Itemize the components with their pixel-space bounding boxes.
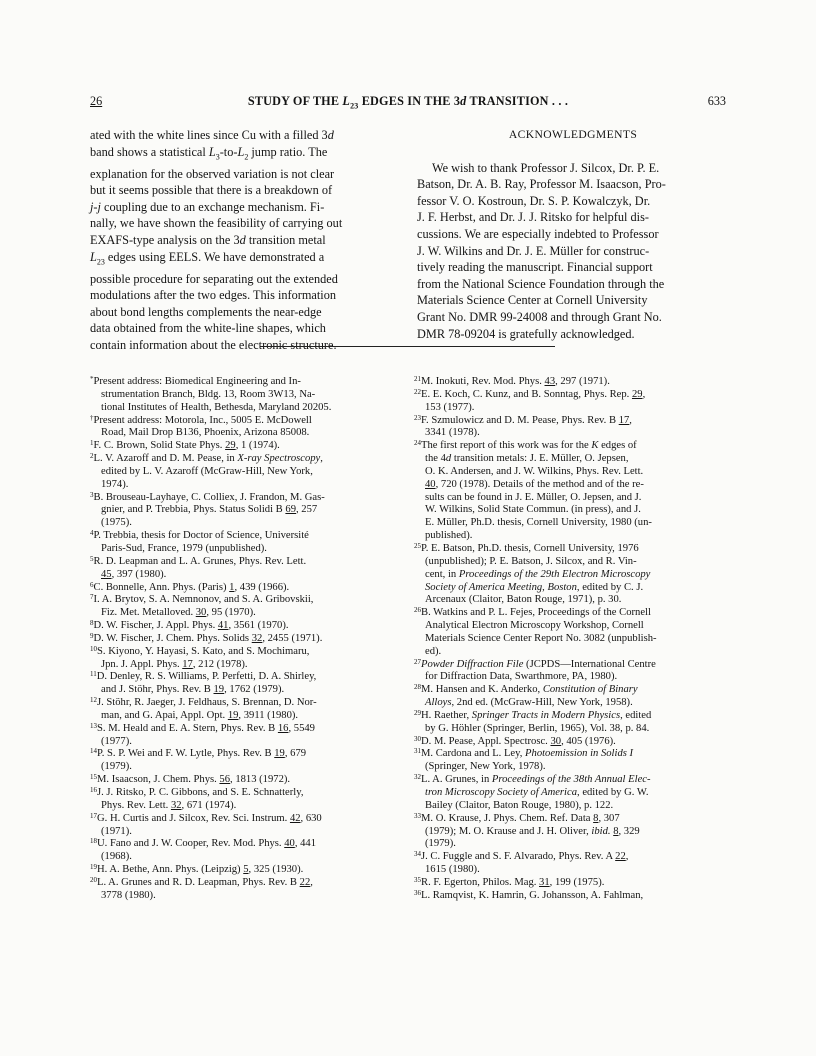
- footnote: [414, 736, 729, 749]
- footnote: [90, 646, 395, 672]
- footnote-line: $^{24}$The first report of this work was for the K edges of: [414, 439, 637, 452]
- footnote-line: published).: [425, 530, 473, 542]
- footnote: [90, 492, 395, 531]
- footnote-line: $^7$I. A. Brytov, S. A. Nemnonov, and S. A. Gribovskii,: [90, 593, 314, 606]
- acknowledgments-line: Materials Science Center at Cornell University: [417, 293, 648, 308]
- footnote-line: (1975).: [101, 517, 132, 529]
- footnote: [90, 813, 395, 839]
- footnote-line: (1979).: [425, 838, 456, 850]
- footnote: [414, 607, 729, 658]
- body-line: contain information about the electronic structure.: [90, 338, 337, 353]
- footnote: [90, 376, 395, 415]
- acknowledgments-line: DMR 78-09204 is gratefully acknowledged.: [417, 326, 635, 341]
- footnote-line: 40, 720 (1978). Details of the method and of the re-: [425, 478, 644, 490]
- footnote-line: Road, Mail Drop B136, Phoenix, Arizona 85008.: [101, 427, 310, 439]
- footnote-line: ed).: [425, 645, 442, 657]
- acknowledgments-line: cussions. We are especially indebted to Professor: [417, 226, 659, 241]
- footnote: [90, 453, 395, 492]
- footnote-line: $^8$D. W. Fischer, J. Appl. Phys. 41, 3561 (1970).: [90, 619, 289, 632]
- footnote: [90, 787, 395, 813]
- footnote-line: (1977).: [101, 735, 132, 747]
- footnote-line: O. K. Andersen, and J. W. Wilkins, Phys. Rev. Lett.: [425, 465, 644, 477]
- footnote-line: $^{12}$J. Stöhr, R. Jaeger, J. Feldhaus, S. Brennan, D. Nor-: [90, 696, 317, 709]
- footnote-line: Analytical Electron Microscopy Workshop, Cornell: [425, 620, 644, 632]
- acknowledgments-line: Batson, Dr. A. B. Ray, Professor M. Isaacson, Pro-: [417, 177, 666, 192]
- footnote-line: (1979).: [101, 761, 132, 773]
- body-line: modulations after the two edges. This information: [90, 288, 337, 303]
- body-line: j-j coupling due to an exchange mechanism. Fi-: [90, 199, 325, 214]
- footnote-line: 3778 (1980).: [101, 889, 156, 901]
- footnote: [414, 659, 729, 685]
- footnotes-left-column: [90, 376, 395, 903]
- footnote-line: tron Microscopy Society of America, edited by G. W.: [425, 787, 649, 798]
- footnotes-right-column: [414, 376, 729, 903]
- footnote: [90, 748, 395, 774]
- footnote-line: sults can be found in J. E. Müller, O. Jepsen, and J.: [425, 491, 642, 503]
- footnote-line: tional Institutes of Health, Bethesda, Maryland 20205.: [101, 401, 332, 413]
- footnote-line: $^{10}$S. Kiyono, Y. Hayasi, S. Kato, and S. Mochimaru,: [90, 644, 310, 657]
- footnote: [414, 748, 729, 774]
- body-line: $L_{23}$ edges using EELS. We have demonstrated a: [90, 249, 325, 267]
- footnote: [414, 440, 729, 543]
- running-title: STUDY OF THE $L_{23}$ EDGES IN THE 3d TRANSITION . . .: [247, 94, 569, 111]
- acknowledgments-line: from the National Science Foundation through the: [417, 276, 665, 291]
- footnote-line: $^4$P. Trebbia, thesis for Doctor of Science, Université: [90, 529, 309, 542]
- footnote-line: $^6$C. Bonnelle, Ann. Phys. (Paris) 1, 439 (1966).: [90, 580, 290, 593]
- footnote-line: Phys. Rev. Lett. 32, 671 (1974).: [101, 799, 237, 811]
- footnote-line: Bailey (Claitor, Baton Rouge, 1980), p. 122.: [425, 799, 614, 811]
- footnote-line: 45, 397 (1980).: [101, 568, 167, 580]
- footnote-line: man, and G. Apai, Appl. Opt. 19, 3911 (1980).: [101, 709, 299, 721]
- footnote-line: cent, in Proceedings of the 29th Electron Microscopy: [425, 568, 651, 580]
- footnote-line: $^{18}$U. Fano and J. W. Cooper, Rev. Mod. Phys. 40, 441: [90, 837, 317, 850]
- footnote-line: $^{15}$M. Isaacson, J. Chem. Phys. 56, 1813 (1972).: [90, 773, 291, 786]
- footnote: [90, 671, 395, 697]
- footnote-line: Arcenaux (Claitor, Baton Rouge, 1971), p. 30.: [425, 594, 622, 606]
- footnote-line: (1979); M. O. Krause and J. H. Oliver, ibid. 8, 329: [425, 825, 640, 837]
- footnote-line: $^{26}$B. Watkins and P. L. Fejes, Proceedings of the Cornell: [414, 606, 651, 619]
- footnote: [414, 415, 729, 441]
- footnote-line: $^{23}$F. Szmulowicz and D. M. Pease, Phys. Rev. B 17,: [414, 413, 632, 426]
- footnote-line: $^{34}$J. C. Fuggle and S. F. Alvarado, Phys. Rev. A 22,: [414, 850, 629, 863]
- footnote: [90, 582, 395, 595]
- footnote-line: †Present address: Motorola, Inc., 5005 E. McDowell: [90, 413, 312, 426]
- footnote-line: Jpn. J. Appl. Phys. 17, 212 (1978).: [101, 658, 248, 670]
- footnote-line: $^{30}$D. M. Pease, Appl. Spectrosc. 30, 405 (1976).: [414, 734, 616, 747]
- body-line: band shows a statistical $L_3-to-L_2$ jump ratio. The: [90, 144, 328, 162]
- acknowledgments-heading: ACKNOWLEDGMENTS: [508, 128, 638, 141]
- footnote: [90, 864, 395, 877]
- body-line: EXAFS-type analysis on the 3d transition metal: [90, 233, 326, 248]
- body-line: nally, we have shown the feasibility of carrying out: [90, 216, 343, 231]
- footnote: [90, 774, 395, 787]
- footnote: [414, 851, 729, 877]
- body-line: ated with the white lines since Cu with a filled 3d: [90, 128, 334, 142]
- footnote: [414, 376, 729, 389]
- footnote: [90, 620, 395, 633]
- page-number: 633: [707, 94, 726, 108]
- section-divider: [260, 346, 555, 347]
- body-text-left-column: [90, 127, 400, 354]
- footnote-line: Materials Science Center Report No. 3082 (unpublish-: [425, 632, 657, 644]
- footnote-line: $^{28}$M. Hansen and K. Anderko, Constitution of Binary: [414, 683, 638, 696]
- footnote-line: $^5$R. D. Leapman and L. A. Grunes, Phys. Rev. Lett.: [90, 554, 307, 567]
- footnote: [90, 594, 395, 620]
- footnote: [90, 530, 395, 556]
- footnote-line: $^9$D. W. Fischer, J. Chem. Phys. Solids 32, 2455 (1971).: [90, 631, 323, 644]
- footnote-line: $^{11}$D. Denley, R. S. Williams, P. Perfetti, D. A. Shirley,: [90, 670, 317, 683]
- footnote-line: Alloys, 2nd ed. (McGraw-Hill, New York, 1958).: [425, 697, 633, 709]
- acknowledgments-line: Grant No. DMR 99-24008 and through Grant No.: [417, 309, 662, 324]
- footnote-line: $^{19}$H. A. Bethe, Ann. Phys. (Leipzig) 5, 325 (1930).: [90, 863, 304, 876]
- footnote: [414, 774, 729, 813]
- footnote-line: Society of America Meeting, Boston, edited by C. J.: [425, 581, 644, 593]
- footnote-line: $^{21}$M. Inokuti, Rev. Mod. Phys. 43, 297 (1971).: [414, 375, 610, 387]
- footnote-line: *Present address: Biomedical Engineering and In-: [90, 375, 301, 387]
- footnote-line: Fiz. Met. Metalloved. 30, 95 (1970).: [101, 607, 256, 619]
- footnote-line: $^{22}$E. E. Koch, C. Kunz, and B. Sonntag, Phys. Rep. 29,: [414, 387, 646, 400]
- footnote-line: (1968).: [101, 851, 132, 863]
- footnote: [90, 556, 395, 582]
- footnote-line: 1615 (1980).: [425, 864, 480, 876]
- footnote-line: $^2$L. V. Azaroff and D. M. Pease, in X-ray Spectroscopy,: [90, 452, 323, 465]
- acknowledgments-line: J. F. Herbst, and Dr. J. J. Ritsko for helpful dis-: [417, 210, 649, 225]
- footnote-line: $^{31}$M. Cardona and L. Ley, Photoemission in Solids I: [414, 747, 634, 760]
- footnote-line: $^{17}$G. H. Curtis and J. Silcox, Rev. Sci. Instrum. 42, 630: [90, 811, 322, 824]
- footnote-line: E. Müller, Ph.D. thesis, Cornell University, 1980 (un-: [425, 517, 652, 529]
- footnote-line: $^{29}$H. Raether, Springer Tracts in Modern Physics, edited: [414, 708, 652, 721]
- footnote: [414, 710, 729, 736]
- acknowledgments-section: [417, 127, 729, 342]
- footnote: [90, 723, 395, 749]
- footnote-line: edited by L. V. Azaroff (McGraw-Hill, New York,: [101, 465, 313, 477]
- footnote-line: $^{32}$L. A. Grunes, in Proceedings of the 38th Annual Elec-: [414, 773, 651, 786]
- footnote-line: $^1$F. C. Brown, Solid State Phys. 29, 1 (1974).: [90, 439, 280, 452]
- footnote: [90, 877, 395, 903]
- footnote-line: 3341 (1978).: [425, 427, 480, 439]
- footnote: [90, 838, 395, 864]
- acknowledgments-line: fessor V. O. Kostroun, Dr. S. P. Kowalczyk, Dr.: [417, 193, 651, 208]
- footnote-line: $^{33}$M. O. Krause, J. Phys. Chem. Ref. Data 8, 307: [414, 811, 620, 824]
- footnote-line: $^{25}$P. E. Batson, Ph.D. thesis, Cornell University, 1976: [414, 541, 639, 554]
- footnote-line: 153 (1977).: [425, 401, 475, 413]
- footnote-line: 1974).: [101, 478, 129, 490]
- footnote-line: W. Wilkins, Solid State Commun. (in press), and J.: [425, 504, 641, 516]
- footnote-line: $^{13}$S. M. Heald and E. A. Stern, Phys. Rev. B 16, 5549: [90, 721, 315, 734]
- acknowledgments-line: J. W. Wilkins and Dr. J. E. Müller for construc-: [417, 243, 650, 258]
- acknowledgments-line: tively reading the manuscript. Financial support: [417, 260, 653, 275]
- acknowledgments-line: We wish to thank Professor J. Silcox, Dr. P. E.: [432, 160, 660, 175]
- footnote-line: (1971).: [101, 825, 132, 837]
- footnote: [90, 697, 395, 723]
- body-line: explanation for the observed variation is not clear: [90, 166, 335, 181]
- footnote: [414, 389, 729, 415]
- footnote-line: (unpublished); P. E. Batson, J. Silcox, and R. Vin-: [425, 555, 637, 567]
- footnote-line: and J. Stöhr, Phys. Rev. B 19, 1762 (1979).: [101, 684, 285, 696]
- footnote-line: $^{16}$J. J. Ritsko, P. C. Gibbons, and S. E. Schnatterly,: [90, 786, 304, 798]
- footnote-line: $^{27}$Powder Diffraction File (JCPDS—International Centre: [414, 657, 656, 670]
- footnote-line: $^3$B. Brouseau-Layhaye, C. Colliex, J. Frandon, M. Gas-: [90, 490, 325, 503]
- footnote-line: by G. Höhler (Springer, Berlin, 1965), Vol. 38, p. 84.: [425, 722, 650, 734]
- volume-number: 26: [90, 94, 103, 108]
- body-line: about bond lengths complements the near-edge: [90, 304, 322, 319]
- footnote-line: for Diffraction Data, Swarthmore, PA, 1980).: [425, 671, 618, 683]
- footnote-line: $^{14}$P. S. P. Wei and F. W. Lytle, Phys. Rev. B 19, 679: [90, 747, 307, 760]
- footnote-line: $^{36}$L. Ramqvist, K. Hamrin, G. Johansson, A. Fahlman,: [414, 888, 644, 901]
- footnote-line: Paris-Sud, France, 1979 (unpublished).: [101, 542, 267, 554]
- footnote: [90, 440, 395, 453]
- body-line: possible procedure for separating out the extended: [90, 271, 338, 286]
- footnote: [414, 543, 729, 607]
- running-header: [90, 94, 726, 112]
- footnote-line: (Springer, New York, 1978).: [425, 761, 546, 773]
- body-line: but it seems possible that there is a breakdown of: [90, 183, 333, 198]
- footnote: [414, 890, 729, 903]
- footnote: [414, 877, 729, 890]
- body-line: data obtained from the white-line shapes, which: [90, 321, 326, 336]
- acknowledgments-text: [417, 160, 729, 343]
- footnote: [414, 684, 729, 710]
- footnote-line: strumentation Branch, Bldg. 13, Room 3W13, Na-: [101, 388, 316, 400]
- footnote-line: the 4d transition metals: J. E. Müller, O. Jepsen,: [425, 453, 629, 465]
- footnote: [90, 633, 395, 646]
- footnote-line: gnier, and P. Trebbia, Phys. Status Solidi B 69, 257: [101, 504, 318, 516]
- footnote: [414, 813, 729, 852]
- footnote-line: $^{35}$R. F. Egerton, Philos. Mag. 31, 199 (1975).: [414, 875, 605, 888]
- footnote: [90, 415, 395, 441]
- footnote-line: $^{20}$L. A. Grunes and R. D. Leapman, Phys. Rev. B 22,: [90, 875, 313, 888]
